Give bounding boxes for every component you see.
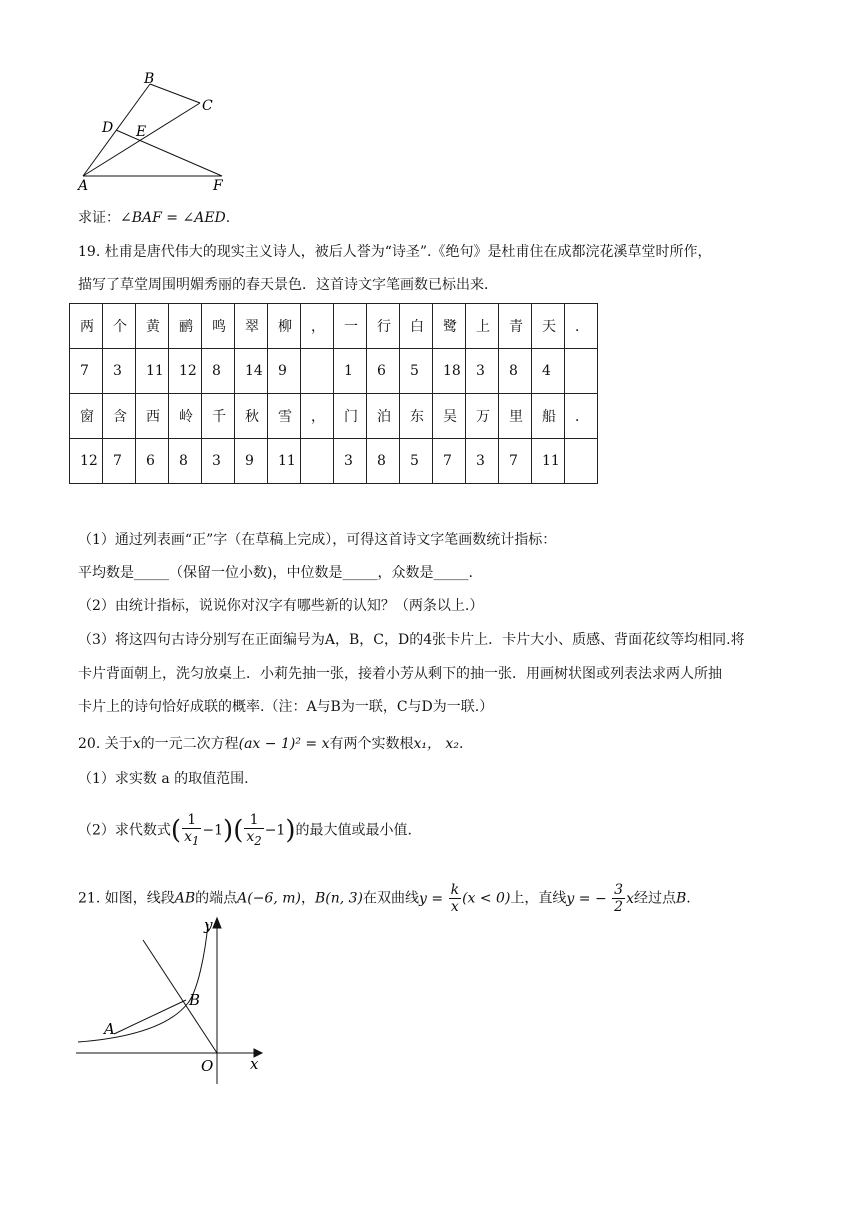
- table-cell: 翠: [235, 304, 268, 349]
- q21-text-b: 的端点: [195, 890, 238, 907]
- q21-stem: [78, 882, 691, 915]
- q21-sep: ，: [300, 890, 315, 907]
- label-F: F: [213, 178, 223, 193]
- table-cell: 青: [499, 304, 532, 349]
- table-cell: 白: [400, 304, 433, 349]
- fraction-1-over-x1: $\frac{1}{x_1}$: [184, 812, 200, 848]
- table-cell: 鹂: [169, 304, 202, 349]
- table-cell: 7: [103, 439, 136, 484]
- table-cell: 泊: [367, 394, 400, 439]
- q21-text-d: 上，直线: [510, 890, 567, 907]
- table-cell: 鸣: [202, 304, 235, 349]
- q19-part-3-line-2: 卡片背面朝上，洗匀放桌上．小莉先抽一张，接着小芳从剩下的抽一张．用画树状图或列表法求两人所抽: [78, 666, 722, 682]
- table-cell: 5: [400, 439, 433, 484]
- table-cell: 12: [70, 439, 103, 484]
- table-cell: 14: [235, 349, 268, 394]
- q19-part-2: （2）由统计指标，说说你对汉字有哪些新的认知？（两条以上.）: [78, 598, 484, 614]
- table-cell: 8: [169, 439, 202, 484]
- table-cell: 船: [532, 394, 565, 439]
- table-cell: 万: [466, 394, 499, 439]
- table-cell: 6: [367, 349, 400, 394]
- q20-part-2: （2）求代数式( $\frac{1}{x_1}$ −1)( $\frac{1}{x_2}$ −1)的最大值或最小值.: [78, 812, 412, 848]
- prove-statement: [78, 208, 230, 228]
- q20-var-x: x: [132, 736, 141, 752]
- q21-text-e: 经过点: [633, 890, 676, 907]
- table-cell: 8: [499, 349, 532, 394]
- label-B: B: [144, 71, 155, 87]
- hyperbola-equation: y = $\frac{k}{x}$: [419, 882, 460, 915]
- table-cell: 含: [103, 394, 136, 439]
- q19-part-1-blanks: 平均数是_____（保留一位小数)，中位数是_____，众数是_____.: [78, 565, 473, 581]
- q20-part-2-tail: 的最大值或最小值.: [295, 822, 412, 839]
- table-cell: 3: [466, 439, 499, 484]
- prove-end: .: [225, 210, 231, 226]
- label-A: A: [78, 178, 89, 193]
- table-cell: 窗: [70, 394, 103, 439]
- graph-figure-21: [70, 914, 270, 1084]
- table-cell: 天: [532, 304, 565, 349]
- table-cell: 一: [334, 304, 367, 349]
- q21-text-a: 21. 如图，线段: [78, 890, 175, 907]
- table-row: [70, 304, 598, 349]
- q20-text-c: 有两个实数根: [329, 736, 414, 752]
- table-cell: 吴: [433, 394, 466, 439]
- q20-text-b: 的一元二次方程: [140, 736, 239, 752]
- table-row: [70, 394, 598, 439]
- label-B-point: B: [189, 991, 201, 1009]
- table-cell: [301, 349, 334, 394]
- q19-part-3-line-3: 卡片上的诗句恰好成联的概率.（注：A与B为一联，C与D为一联.）: [78, 699, 494, 715]
- table-row: [70, 349, 598, 394]
- table-cell: 3: [202, 439, 235, 484]
- table-cell: 里: [499, 394, 532, 439]
- q21-point-b-label: B: [675, 890, 687, 907]
- table-cell: 两: [70, 304, 103, 349]
- table-cell: ，: [301, 304, 334, 349]
- fraction-1-over-x2: $\frac{1}{x_2}$: [246, 812, 262, 848]
- table-cell: 6: [136, 439, 169, 484]
- q21-point-b: B(n, 3): [314, 890, 364, 907]
- table-cell: 8: [367, 439, 400, 484]
- q20-part-1: （1）求实数 a 的取值范围.: [78, 771, 249, 787]
- label-O: O: [201, 1057, 214, 1075]
- q20-roots: x₁， x₂: [413, 736, 459, 752]
- table-cell: 4: [532, 349, 565, 394]
- q19-line-2: 描写了草堂周围明媚秀丽的春天景色．这首诗文字笔画数已标出来．: [78, 277, 498, 293]
- q21-point-a: A(−6, m): [237, 890, 301, 907]
- label-D: D: [102, 120, 114, 136]
- q19-line-1: 19. 杜甫是唐代伟大的现实主义诗人，被后人誉为“诗圣”.《绝句》是杜甫住在成都浣花溪草堂时所作，: [78, 244, 712, 260]
- table-cell: 上: [466, 304, 499, 349]
- q20-equation: (ax − 1)² = x: [238, 736, 330, 752]
- table-cell: 7: [433, 439, 466, 484]
- table-cell: 11: [136, 349, 169, 394]
- table-cell: ，: [301, 394, 334, 439]
- table-cell: 9: [235, 439, 268, 484]
- table-cell: 秋: [235, 394, 268, 439]
- label-x: x: [250, 1055, 259, 1073]
- table-cell: 7: [499, 439, 532, 484]
- table-cell: 11: [268, 439, 301, 484]
- table-cell: 柳: [268, 304, 301, 349]
- line-equation: y = − $\frac{3}{2}$ x: [566, 882, 634, 915]
- label-y: y: [204, 916, 213, 934]
- table-cell: 鹭: [433, 304, 466, 349]
- q21-segment-ab: AB: [174, 890, 196, 907]
- q21-condition: (x < 0): [462, 890, 511, 907]
- table-cell: [565, 349, 598, 394]
- table-cell: [565, 439, 598, 484]
- table-cell: 8: [202, 349, 235, 394]
- table-cell: 7: [70, 349, 103, 394]
- table-cell: 雪: [268, 394, 301, 439]
- table-cell: [301, 439, 334, 484]
- table-cell: ．: [565, 394, 598, 439]
- label-C: C: [202, 98, 213, 114]
- table-cell: 11: [532, 439, 565, 484]
- q21-text-c: 在双曲线: [363, 890, 420, 907]
- table-cell: 18: [433, 349, 466, 394]
- table-cell: 3: [466, 349, 499, 394]
- table-cell: 3: [334, 439, 367, 484]
- table-cell: 千: [202, 394, 235, 439]
- label-E: E: [136, 124, 147, 140]
- q19-part-3-line-1: （3）将这四句古诗分别写在正面编号为A，B，C，D的4张卡片上．卡片大小、质感、背面花纹等均相同.将: [78, 632, 745, 648]
- table-cell: 东: [400, 394, 433, 439]
- table-cell: 黄: [136, 304, 169, 349]
- prove-expression: ∠BAF = ∠AED: [120, 210, 226, 226]
- table-cell: 3: [103, 349, 136, 394]
- table-cell: 西: [136, 394, 169, 439]
- table-cell: 岭: [169, 394, 202, 439]
- table-cell: 12: [169, 349, 202, 394]
- table-cell: 个: [103, 304, 136, 349]
- label-A-point: A: [104, 1020, 115, 1038]
- q20-text-d: .: [458, 736, 464, 752]
- q20-part-2-text: （2）求代数式: [78, 822, 171, 839]
- table-cell: ．: [565, 304, 598, 349]
- q19-part-1: （1）通过列表画“正”字（在草稿上完成），可得这首诗文字笔画数统计指标：: [78, 532, 557, 548]
- prove-prefix: 求证：: [78, 210, 120, 226]
- q20-text-a: 20. 关于: [78, 736, 133, 752]
- table-cell: 门: [334, 394, 367, 439]
- q20-stem: [78, 734, 463, 754]
- geometry-figure-18: [70, 68, 230, 193]
- table-cell: 9: [268, 349, 301, 394]
- table-row: [70, 439, 598, 484]
- stroke-count-table: [69, 303, 598, 484]
- q21-end: .: [686, 890, 691, 907]
- table-cell: 行: [367, 304, 400, 349]
- table-cell: 1: [334, 349, 367, 394]
- table-cell: 5: [400, 349, 433, 394]
